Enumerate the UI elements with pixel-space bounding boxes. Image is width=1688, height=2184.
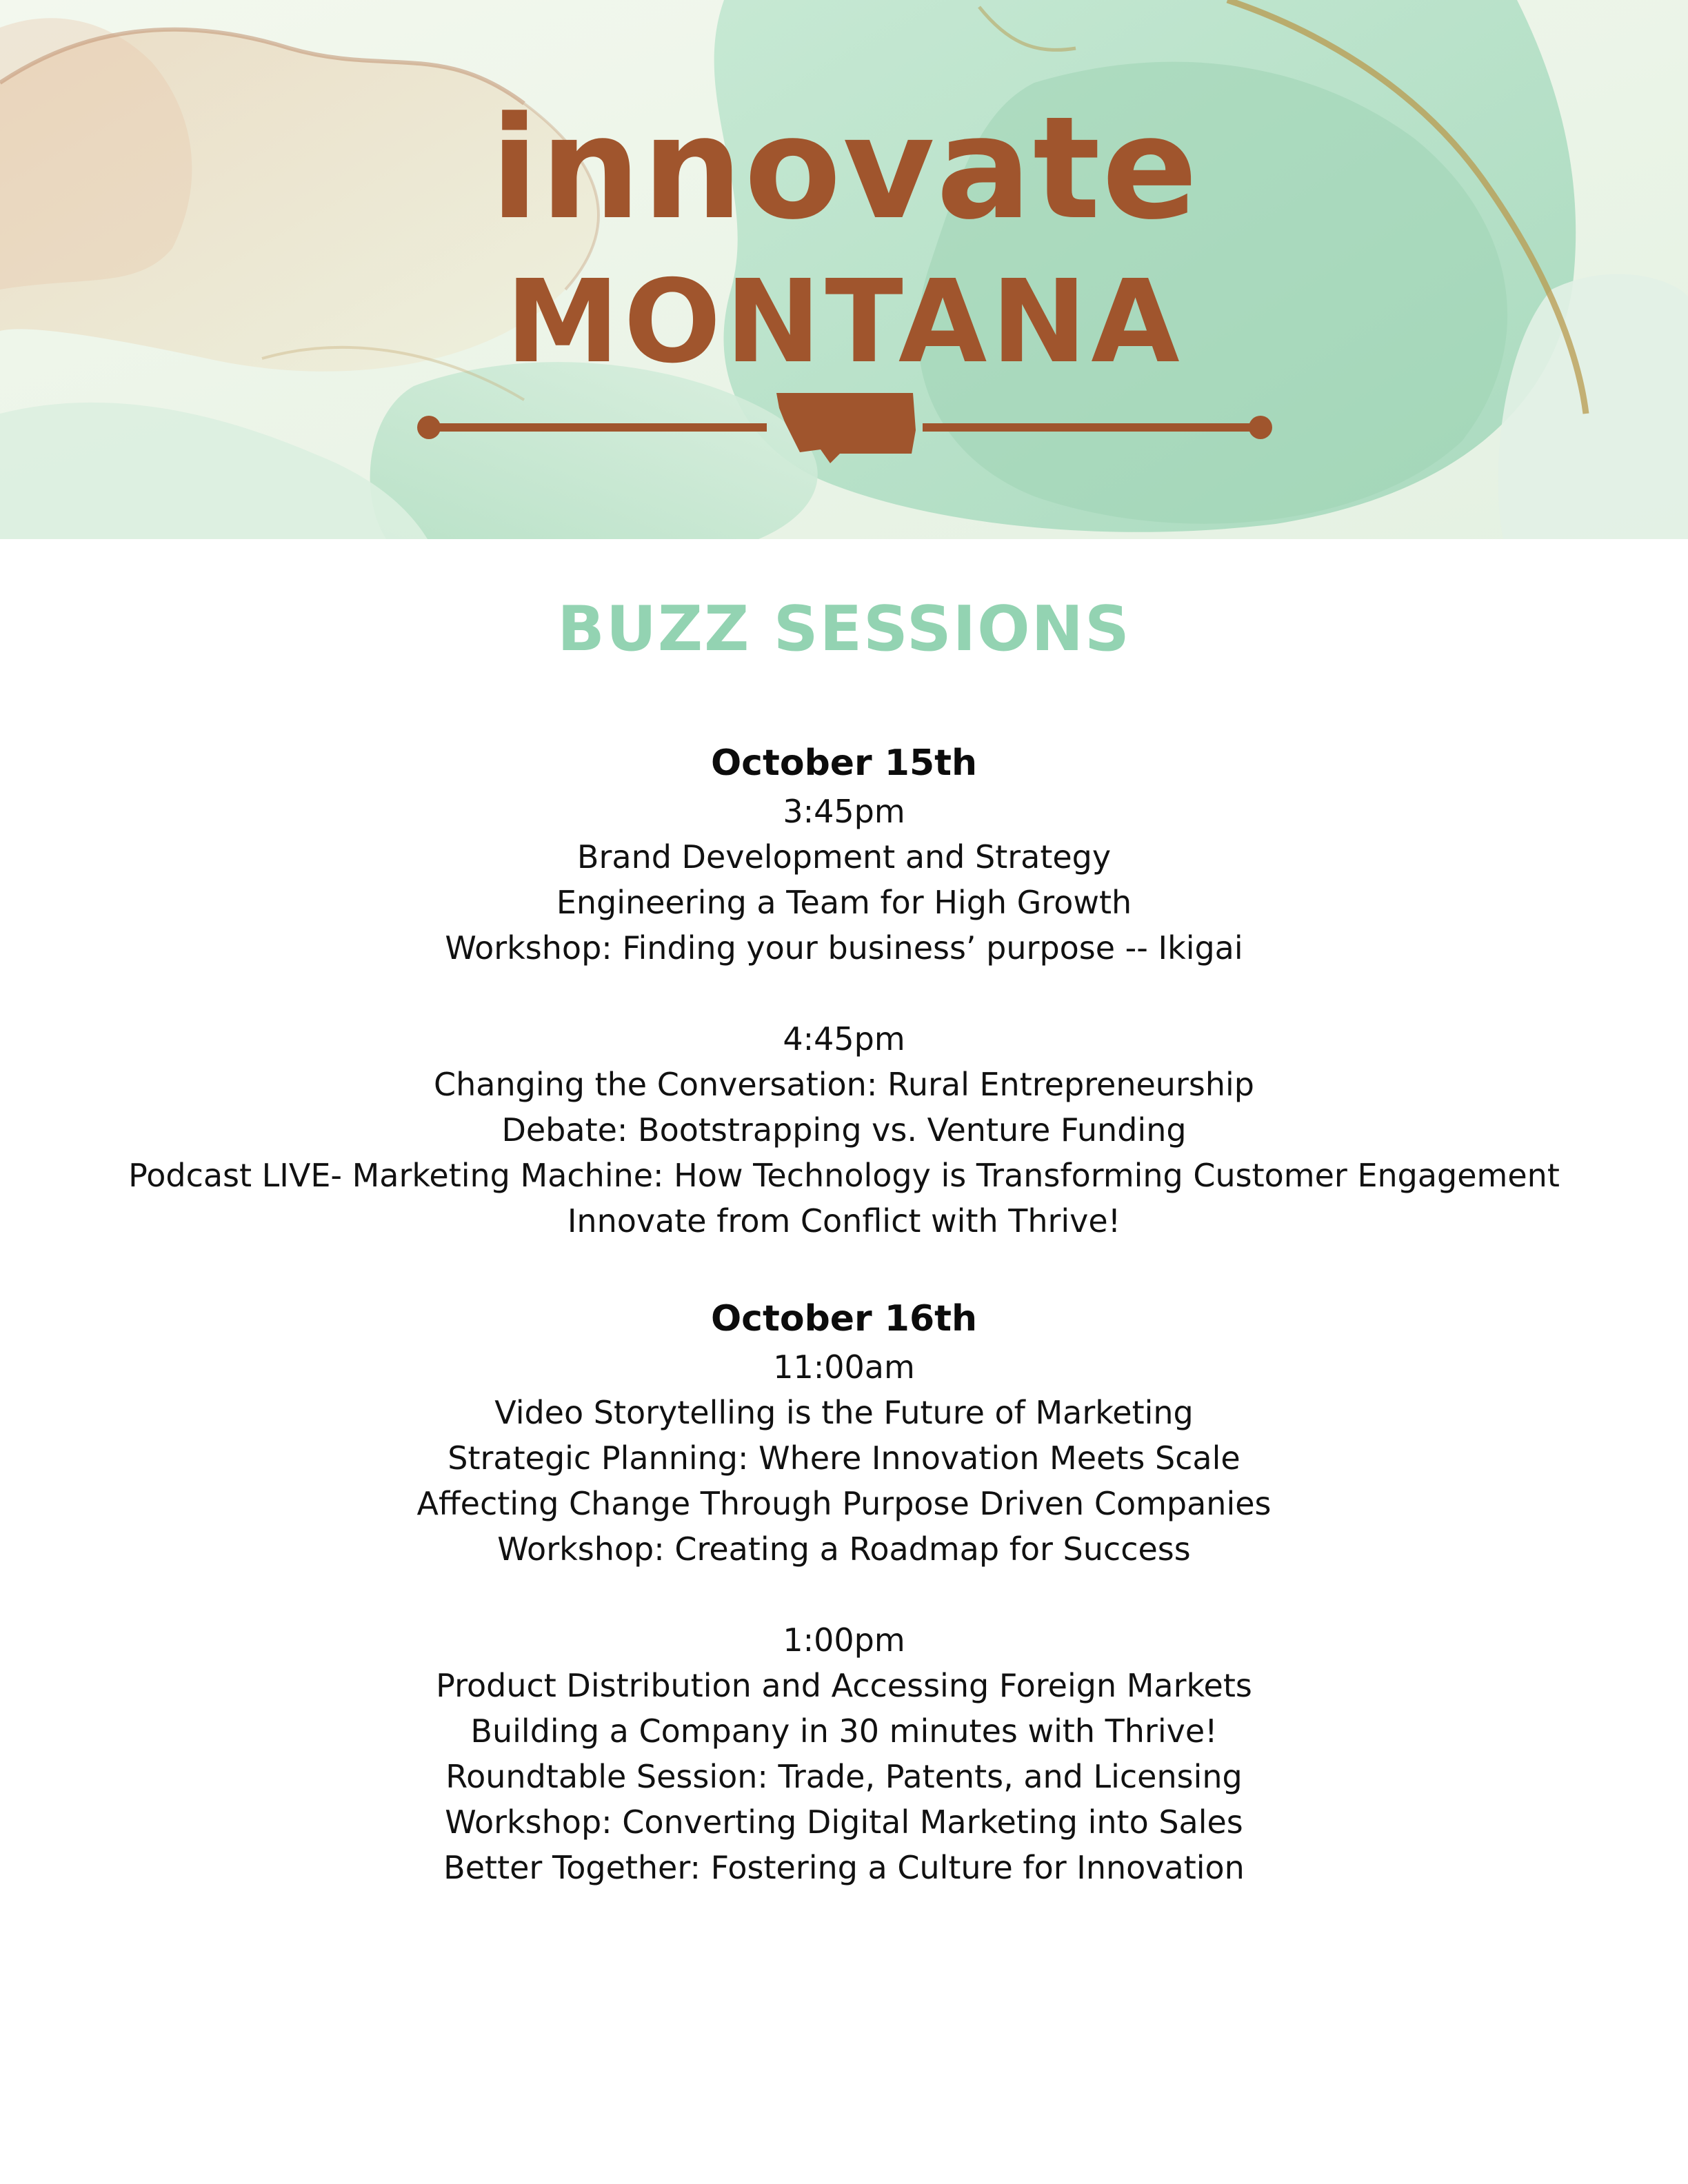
- divider-right-dot: [1249, 416, 1272, 439]
- session-item: Engineering a Team for High Growth: [556, 884, 1132, 921]
- brand-wordmark-innovate: innovate: [490, 87, 1199, 251]
- day-heading: October 15th: [710, 742, 978, 784]
- day-october-15: [0, 738, 1688, 1244]
- divider-right-line: [923, 423, 1260, 432]
- session-item: Roundtable Session: Trade, Patents, and Licensing: [445, 1758, 1243, 1795]
- montana-state-icon: [776, 393, 916, 463]
- session-item: Affecting Change Through Purpose Driven Companies: [416, 1485, 1272, 1522]
- time-slot: [0, 1016, 1688, 1244]
- time-slot: [0, 1344, 1688, 1572]
- session-item: Brand Development and Strategy: [576, 838, 1112, 876]
- page-title: BUZZ SESSIONS: [557, 593, 1131, 665]
- slot-time: 11:00am: [773, 1348, 915, 1386]
- day-heading: October 16th: [710, 1298, 978, 1339]
- session-item: Strategic Planning: Where Innovation Meets Scale: [448, 1439, 1240, 1477]
- slot-time: 4:45pm: [783, 1020, 905, 1058]
- session-item: Better Together: Fostering a Culture for Innovation: [443, 1849, 1245, 1886]
- session-item: Workshop: Creating a Roadmap for Success: [497, 1530, 1191, 1568]
- session-item: Building a Company in 30 minutes with Thrive!: [470, 1712, 1218, 1750]
- divider-left-line: [429, 423, 767, 432]
- session-item: Product Distribution and Accessing Foreign Markets: [436, 1667, 1252, 1704]
- session-item: Changing the Conversation: Rural Entrepreneurship: [434, 1066, 1254, 1103]
- session-item: Workshop: Converting Digital Marketing into Sales: [445, 1803, 1243, 1841]
- session-item: Video Storytelling is the Future of Marketing: [494, 1394, 1194, 1431]
- session-item: Debate: Bootstrapping vs. Venture Funding: [501, 1111, 1187, 1149]
- montana-state-divider: [414, 386, 1276, 476]
- slot-time: 3:45pm: [783, 793, 905, 830]
- day-october-16: [0, 1293, 1688, 1890]
- session-item: Innovate from Conflict with Thrive!: [567, 1202, 1121, 1240]
- time-slot: [0, 789, 1688, 971]
- session-item: Podcast LIVE- Marketing Machine: How Technology is Transforming Customer Engagement: [128, 1157, 1560, 1194]
- session-schedule: [0, 738, 1688, 1890]
- brand-wordmark-montana: MONTANA: [505, 256, 1184, 389]
- session-item: Workshop: Finding your business’ purpose -- Ikigai: [445, 929, 1243, 967]
- header-banner: [0, 0, 1688, 539]
- slot-time: 1:00pm: [783, 1621, 905, 1659]
- time-slot: [0, 1617, 1688, 1890]
